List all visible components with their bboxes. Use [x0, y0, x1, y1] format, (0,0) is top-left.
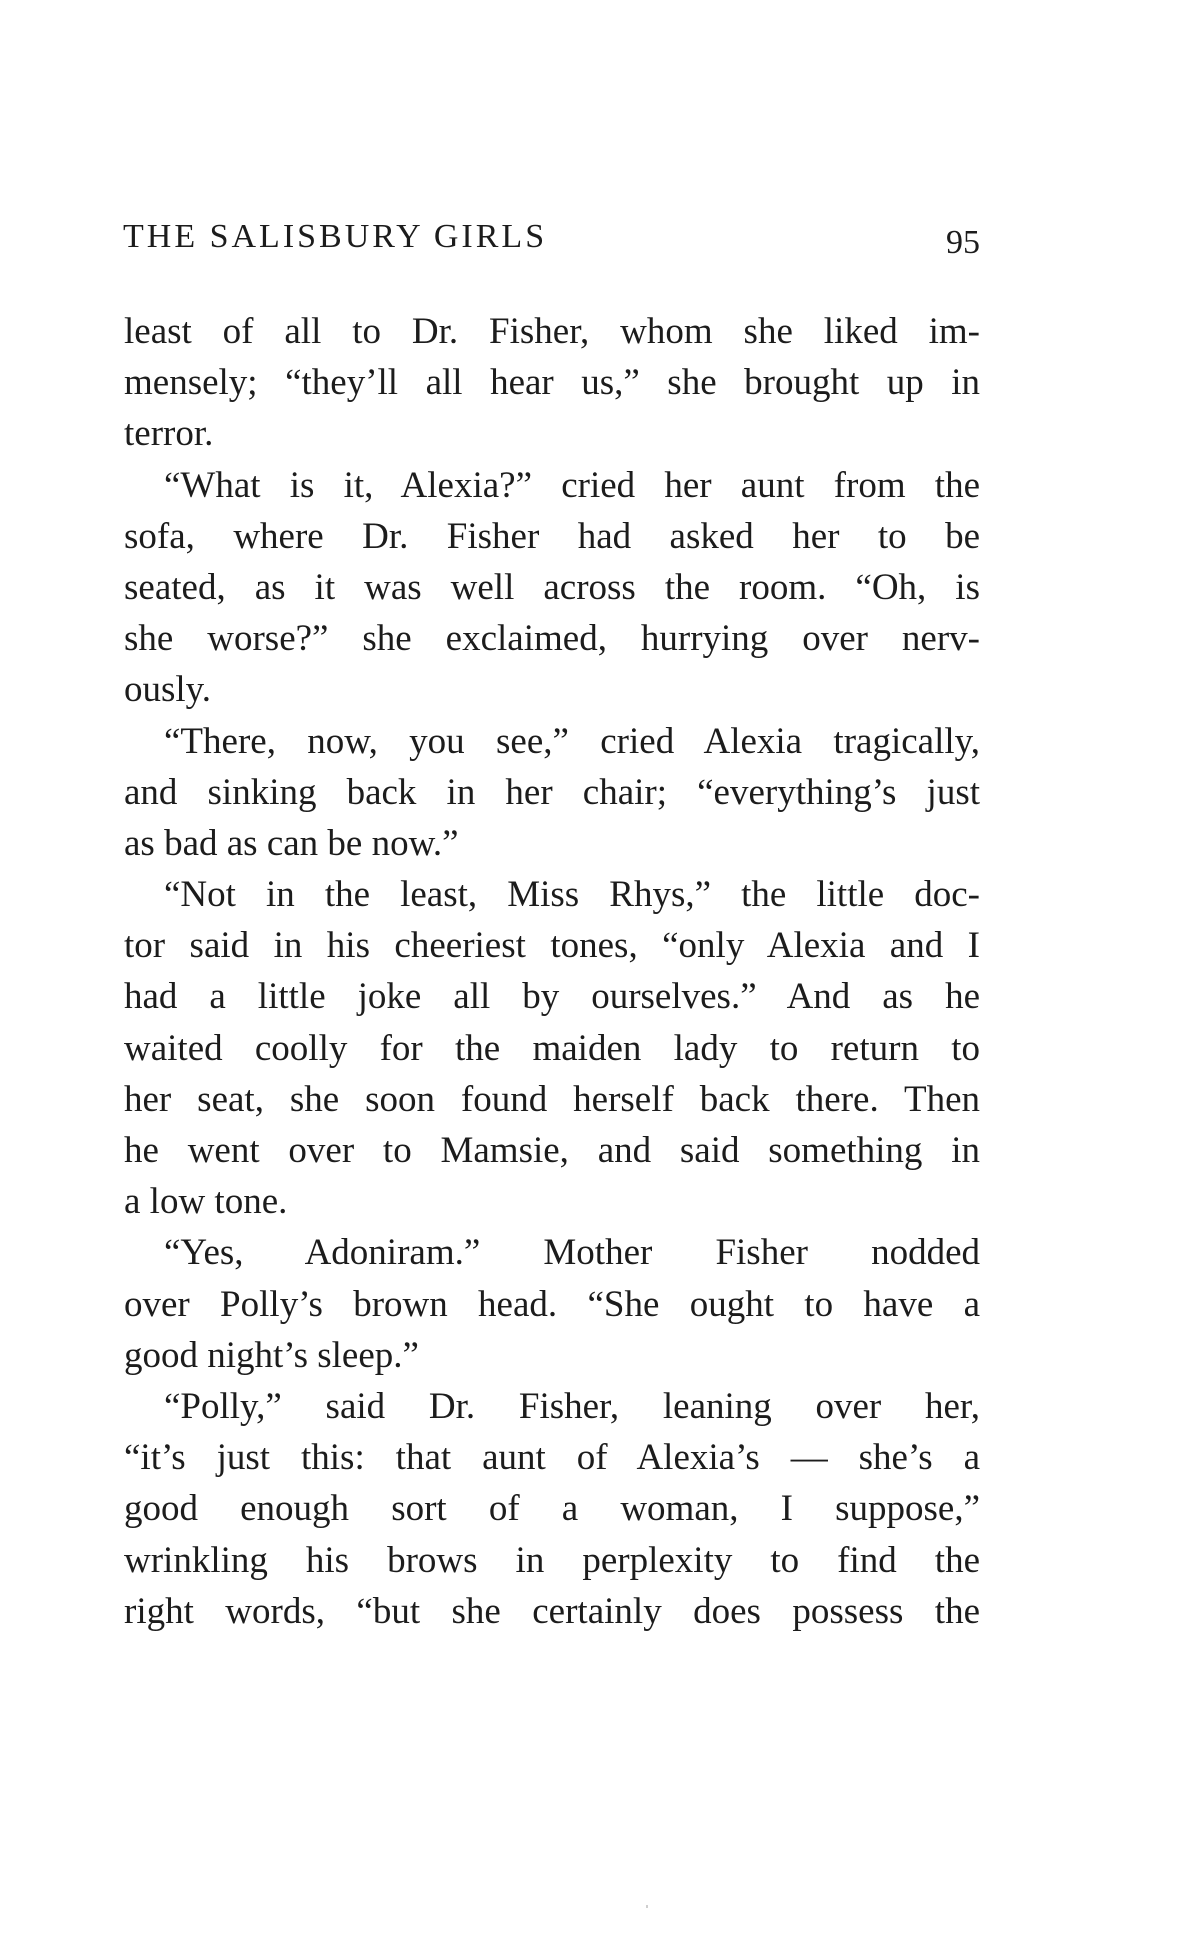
paragraph: [124, 1381, 980, 1637]
text-line: waited coolly for the maiden lady to return to: [124, 1027, 980, 1069]
text-line: seated, as it was well across the room. “Oh, is: [124, 566, 980, 608]
text-line: terror.: [124, 413, 214, 455]
text-line: good night’s sleep.”: [124, 1334, 419, 1376]
text-line: as bad as can be now.”: [124, 822, 459, 864]
text-line: mensely; “they’ll all hear us,” she brought up in: [124, 362, 980, 404]
text-line: wrinkling his brows in perplexity to find the: [124, 1539, 980, 1581]
paragraph: [124, 460, 980, 716]
text-line: ously.: [124, 669, 212, 711]
text-line: right words, “but she certainly does possess the: [124, 1590, 980, 1632]
text-line: “There, now, you see,” cried Alexia tragically,: [164, 720, 980, 762]
text-line: and sinking back in her chair; “everything’s just: [124, 771, 980, 813]
paragraph: [124, 1227, 980, 1381]
text-line: had a little joke all by ourselves.” And as he: [124, 976, 980, 1018]
text-line: he went over to Mamsie, and said something in: [124, 1130, 980, 1171]
text-line: good enough sort of a woman, I suppose,”: [124, 1488, 980, 1530]
text-line: a low tone.: [124, 1181, 288, 1223]
paper-speck: [646, 1905, 648, 1908]
text-line: least of all to Dr. Fisher, whom she liked im-: [124, 311, 980, 352]
running-title: THE SALISBURY GIRLS: [123, 218, 548, 255]
paragraph: [124, 716, 980, 870]
text-line: “What is it, Alexia?” cried her aunt from the: [164, 464, 980, 506]
text-line: her seat, she soon found herself back there. Then: [124, 1078, 980, 1120]
text-line: “Not in the least, Miss Rhys,” the little doc-: [164, 874, 980, 916]
text-line: tor said in his cheeriest tones, “only Alexia and I: [124, 925, 980, 967]
paragraph: [124, 869, 980, 1227]
text-line: sofa, where Dr. Fisher had asked her to be: [124, 515, 980, 557]
paragraph: [124, 306, 980, 460]
text-line: over Polly’s brown head. “She ought to have a: [124, 1283, 980, 1325]
text-line: “it’s just this: that aunt of Alexia’s — she’s a: [124, 1437, 980, 1479]
running-head: [123, 218, 980, 268]
text-line: “Polly,” said Dr. Fisher, leaning over her,: [164, 1385, 980, 1427]
text-line: “Yes, Adoniram.” Mother Fisher nodded: [164, 1232, 980, 1274]
body-text: [124, 306, 980, 1637]
text-line: she worse?” she exclaimed, hurrying over nerv-: [124, 618, 980, 660]
page-number: 95: [946, 224, 980, 261]
